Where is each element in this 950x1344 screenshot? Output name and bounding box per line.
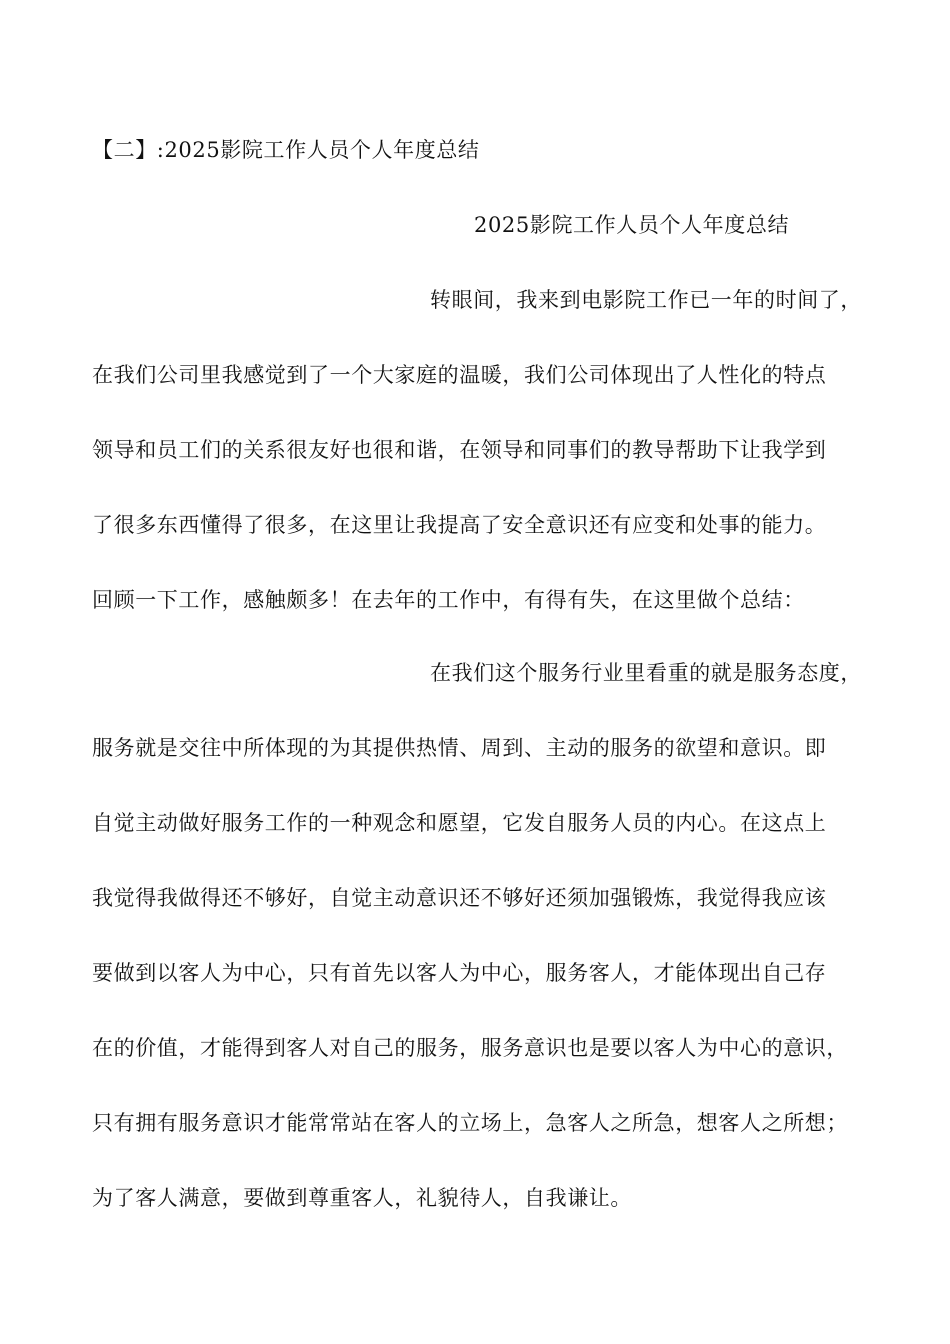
paragraph-2-line-4: 我觉得我做得还不够好，自觉主动意识还不够好还须加强锻炼，我觉得我应该 xyxy=(92,886,827,910)
paragraph-2-line-1: 在我们这个服务行业里看重的就是服务态度， xyxy=(430,661,862,685)
paragraph-2-line-5: 要做到以客人为中心，只有首先以客人为中心，服务客人，才能体现出自己存 xyxy=(92,961,827,985)
paragraph-2-line-6: 在的价值，才能得到客人对自己的服务，服务意识也是要以客人为中心的意识， xyxy=(92,1036,848,1060)
paragraph-2-line-3: 自觉主动做好服务工作的一种观念和愿望，它发自服务人员的内心。在这点上 xyxy=(92,811,827,835)
document-title: 2025影院工作人员个人年度总结 xyxy=(474,213,790,237)
paragraph-2-line-8: 为了客人满意，要做到尊重客人，礼貌待人，自我谦让。 xyxy=(92,1186,632,1210)
section-heading: 【二】:2025影院工作人员个人年度总结 xyxy=(92,138,480,162)
paragraph-1-line-2: 在我们公司里我感觉到了一个大家庭的温暖，我们公司体现出了人性化的特点 xyxy=(92,363,827,387)
paragraph-2-line-7: 只有拥有服务意识才能常常站在客人的立场上，急客人之所急，想客人之所想； xyxy=(92,1111,848,1135)
paragraph-2-line-2: 服务就是交往中所体现的为其提供热情、周到、主动的服务的欲望和意识。即 xyxy=(92,736,827,760)
paragraph-1-line-4: 了很多东西懂得了很多，在这里让我提高了安全意识还有应变和处事的能力。 xyxy=(92,513,827,537)
paragraph-1-line-1: 转眼间，我来到电影院工作已一年的时间了， xyxy=(430,288,862,312)
paragraph-1-line-5: 回顾一下工作，感触颇多！在去年的工作中，有得有失，在这里做个总结： xyxy=(92,588,805,612)
paragraph-1-line-3: 领导和员工们的关系很友好也很和谐，在领导和同事们的教导帮助下让我学到 xyxy=(92,438,827,462)
